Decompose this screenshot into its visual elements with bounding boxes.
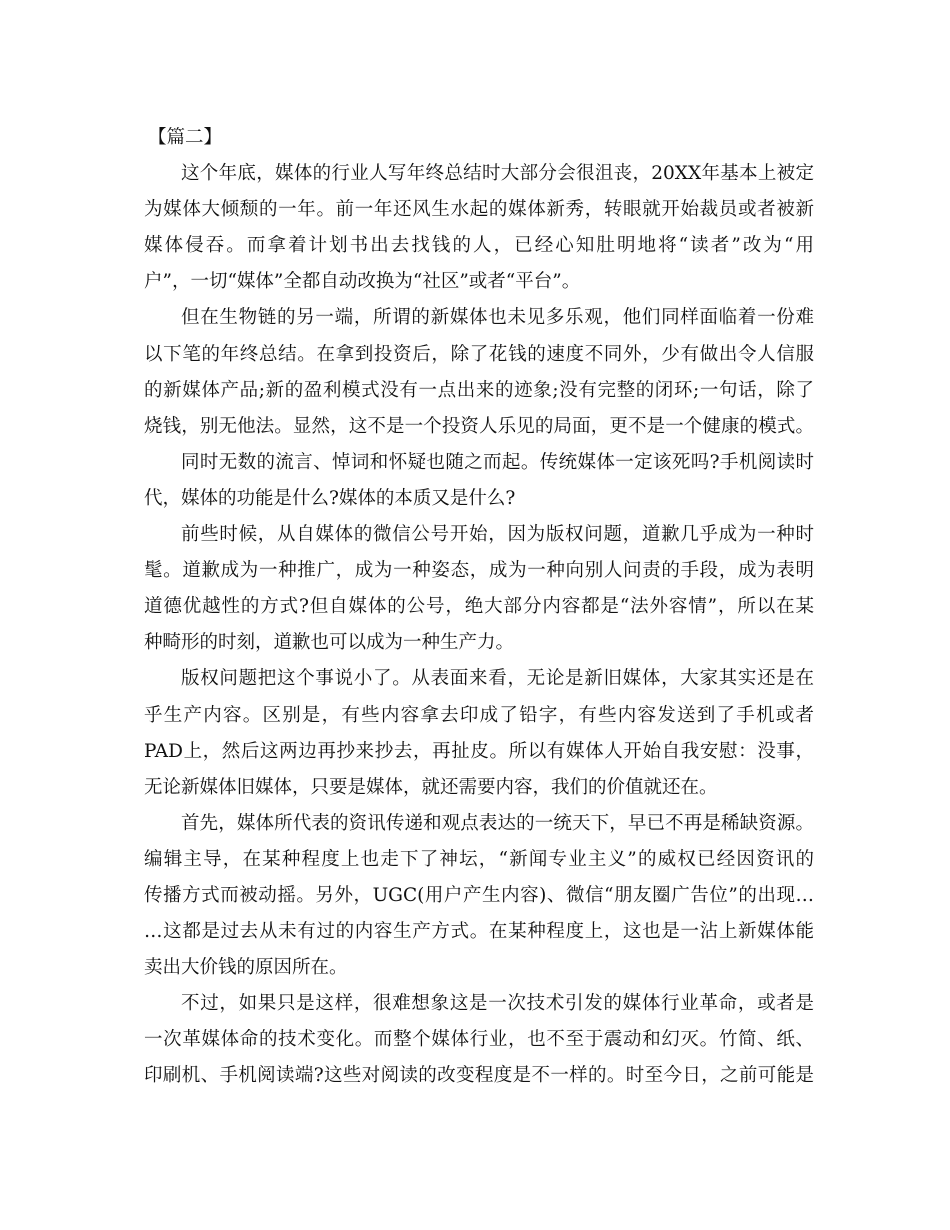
text-line: 的新媒体产品;新的盈利模式没有一点出来的迹象;没有完整的闭环;一句话，除了 <box>144 379 814 401</box>
paragraph-7 <box>144 986 814 1094</box>
paragraph-3 <box>144 445 814 517</box>
text-line: 髦。道歉成为一种推广，成为一种姿态，成为一种向别人问责的手段，成为表明 <box>144 560 814 582</box>
text-line: PAD上，然后这两边再抄来抄去，再扯皮。所以有媒体人开始自我安慰：没事， <box>144 740 814 762</box>
paragraph-5 <box>144 661 814 805</box>
text-line: 传播方式而被动摇。另外，UGC(用户产生内容)、微信“朋友圈广告位”的出现… <box>144 884 814 906</box>
text-line: …这都是过去从未有过的内容生产方式。在某种程度上，这也是一沾上新媒体能 <box>144 921 814 943</box>
document-body <box>144 120 814 1095</box>
text-line: 为媒体大倾颓的一年。前一年还风生水起的媒体新秀，转眼就开始裁员或者被新 <box>144 199 814 221</box>
text-line: 乎生产内容。区别是，有些内容拿去印成了铅字，有些内容发送到了手机或者 <box>144 704 814 726</box>
text-line: 编辑主导，在某种程度上也走下了神坛，“新闻专业主义”的威权已经因资讯的 <box>144 848 814 870</box>
paragraph-4 <box>144 517 814 661</box>
text-line: 户”，一切“媒体”全都自动改换为“社区”或者“平台”。 <box>144 271 581 293</box>
section-title: 【篇二】 <box>148 127 223 148</box>
paragraph-1 <box>144 156 814 300</box>
text-line: 烧钱，别无他法。显然，这不是一个投资人乐见的局面，更不是一个健康的模式。 <box>144 415 814 437</box>
text-line: 但在生物链的另一端，所谓的新媒体也未见多乐观，他们同样面临着一份难 <box>181 307 814 329</box>
text-line: 版权问题把这个事说小了。从表面来看，无论是新旧媒体，大家其实还是在 <box>181 668 814 690</box>
text-line: 不过，如果只是这样，很难想象这是一次技术引发的媒体行业革命，或者是 <box>181 993 814 1015</box>
text-line: 种畸形的时刻，道歉也可以成为一种生产力。 <box>144 632 515 654</box>
text-line: 媒体侵吞。而拿着计划书出去找钱的人，已经心知肚明地将“读者”改为“用 <box>144 235 814 257</box>
text-line: 同时无数的流言、悼词和怀疑也随之而起。传统媒体一定该死吗?手机阅读时 <box>181 451 814 473</box>
paragraph-2 <box>144 300 814 444</box>
text-line: 一次革媒体命的技术变化。而整个媒体行业，也不至于震动和幻灭。竹简、纸、 <box>144 1029 814 1051</box>
text-line: 前些时候，从自媒体的微信公号开始，因为版权问题，道歉几乎成为一种时 <box>181 524 814 546</box>
paragraph-6 <box>144 806 814 986</box>
text-line: 道德优越性的方式?但自媒体的公号，绝大部分内容都是“法外容情”，所以在某 <box>144 596 814 618</box>
text-line: 以下笔的年终总结。在拿到投资后，除了花钱的速度不同外，少有做出令人信服 <box>144 343 814 365</box>
text-line: 代，媒体的功能是什么?媒体的本质又是什么? <box>144 487 516 509</box>
text-line: 卖出大价钱的原因所在。 <box>144 957 348 979</box>
text-line: 印刷机、手机阅读端?这些对阅读的改变程度是不一样的。时至今日，之前可能是 <box>144 1065 814 1087</box>
text-line: 这个年底，媒体的行业人写年终总结时大部分会很沮丧，20XX年基本上被定 <box>181 163 814 185</box>
text-line: 首先，媒体所代表的资讯传递和观点表达的一统天下，早已不再是稀缺资源。 <box>181 812 814 834</box>
text-line: 无论新媒体旧媒体，只要是媒体，就还需要内容，我们的价值就还在。 <box>144 776 718 798</box>
